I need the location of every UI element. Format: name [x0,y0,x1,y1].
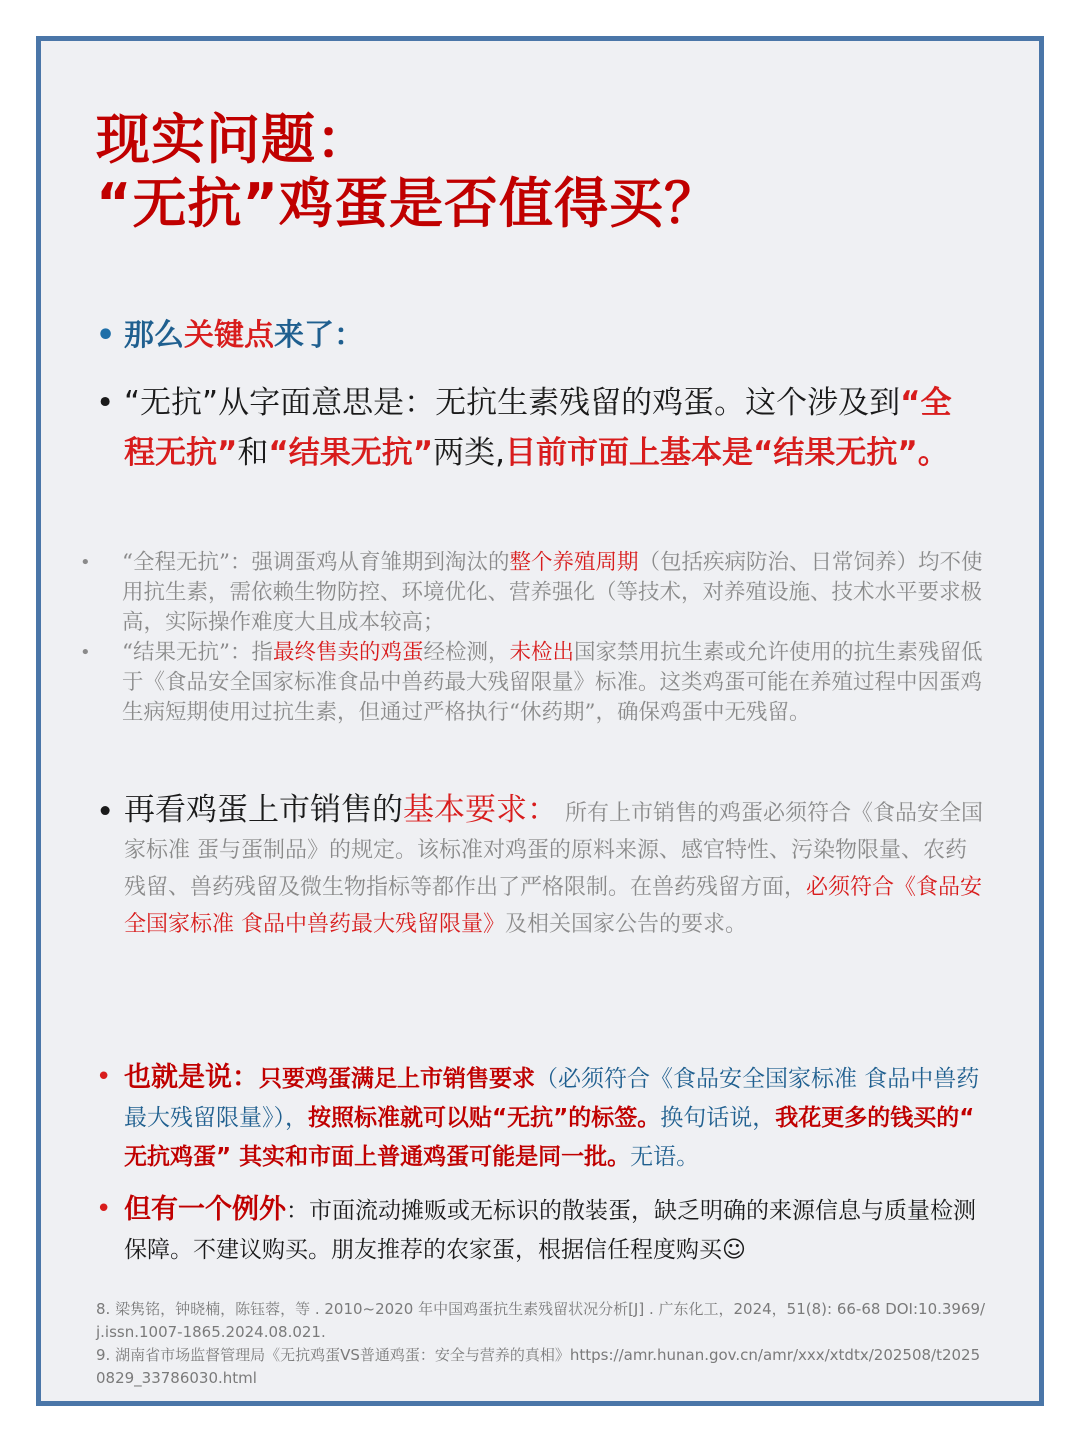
bullet-icon: • [96,385,115,421]
conclusion-paragraph: • 也就是说：只要鸡蛋满足上市销售要求（必须符合《食品安全国家标准 食品中兽药最大残留限量》），按照标准就可以贴“无抗”的标签。换句话说，我花更多的钱买的“ 无抗鸡蛋” 其实和市面上普通鸡蛋可能是同一批。无语。 [124,1058,984,1177]
reference-item: 9. 湖南省市场监督管理局《无抗鸡蛋VS普通鸡蛋：安全与营养的真相》https://amr.hunan.gov.cn/amr/xxx/xtdtx/202508/t20250829_33786030.html [96,1346,981,1387]
page-title [96,108,719,236]
references [96,1298,986,1390]
bullet-icon: • [96,318,116,353]
jieguo-definition: • “结果无抗”：指最终售卖的鸡蛋经检测，未检出国家禁用抗生素或允许使用的抗生素残留低于《食品安全国家标准食品中兽药最大残留限量》标准。这类鸡蛋可能在养殖过程中因蛋鸡生病短期使用过抗生素，但通过严格执行“休药期”，确保鸡蛋中无残留。 [80,640,983,725]
intro-paragraph: • “无抗”从字面意思是：无抗生素残留的鸡蛋。这个涉及到“全程无抗”和“结果无抗”两类,目前市面上基本是“结果无抗”。 [124,378,964,478]
bullet-icon: • [96,794,115,830]
quancheng-definition: • “全程无抗”：强调蛋鸡从育雏期到淘汰的整个养殖周期（包括疾病防治、日常饲养）均不使用抗生素，需依赖生物防控、环境优化、营养强化（等技术，对养殖设施、技术水平要求极高，实际操作难度大且成本较高； [80,550,983,635]
bullet-icon: • [96,1194,112,1224]
bullet-icon: • [80,552,91,573]
bullet-icon: • [80,642,91,663]
key-point-heading: • 那么关键点来了： [124,316,364,356]
reference-item: 8. 梁隽铭，钟晓楠，陈钰蓉，等 . 2010~2020 年中国鸡蛋抗生素残留状况分析[J] . 广东化工，2024，51(8): 66-68 DOI:10.3969/j.issn.1007-1865.2024.08.021. [96,1300,986,1341]
requirement-paragraph: • 再看鸡蛋上市销售的基本要求： 所有上市销售的鸡蛋必须符合《食品安全国家标准 蛋与蛋制品》的规定。该标准对鸡蛋的原料来源、感官特性、污染物限量、农药残留、兽药残留及微生物指标等都作出了严格限制。在兽药残留方面，必须符合《食品安全国家标准 食品中兽药最大残留限量》及相关国家公告的要求。 [96,792,984,937]
title-line-2: “无抗”鸡蛋是否值得买？ [96,172,719,235]
title-line-1: 现实问题： [96,108,371,171]
bullet-icon: • [96,1062,112,1092]
exception-paragraph: • 但有一个例外：市面流动摊贩或无标识的散装蛋，缺乏明确的来源信息与质量检测保障。不建议购买。朋友推荐的农家蛋，根据信任程度购买☺ [124,1190,984,1270]
